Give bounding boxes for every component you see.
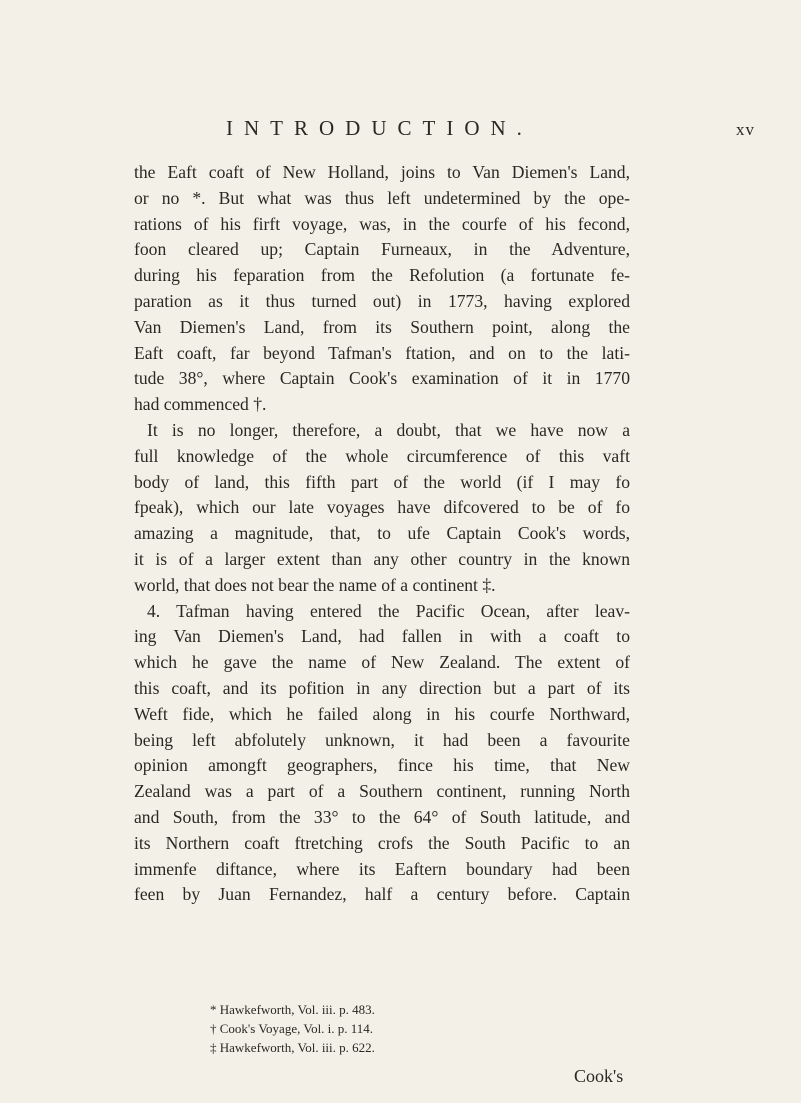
text-line: world, that does not bear the name of a continent ‡.	[134, 574, 496, 595]
text-line: feen by Juan Fernandez, half a century before. Captain	[134, 884, 630, 905]
text-line: paration as it thus turned out) in 1773, having explored	[134, 290, 630, 311]
text-line: it is of a larger extent than any other country in the known	[134, 548, 630, 569]
text-line: the Eaft coaft of New Holland, joins to Van Diemen's Land,	[134, 162, 630, 182]
catchword: Cook's	[574, 1066, 624, 1086]
text-line: Zealand was a part of a Southern continent, running North	[134, 781, 630, 802]
text-line: and South, from the 33° to the 64° of South latitude, and	[134, 806, 630, 827]
running-head	[0, 116, 801, 146]
text-line: being left abfolutely unknown, it had been a favourite	[134, 729, 630, 750]
text-line: immenfe diftance, where its Eaftern boundary had been	[134, 858, 630, 879]
text-line: ing Van Diemen's Land, had fallen in with a coaft to	[134, 626, 630, 647]
text-line: this coaft, and its pofition in any direction but a part of its	[134, 677, 630, 698]
page-number: xv	[736, 120, 755, 139]
body-text	[134, 160, 630, 908]
footnote: ‡ Hawkefworth, Vol. iii. p. 622.	[210, 1040, 375, 1055]
text-line: amazing a magnitude, that, to ufe Captain Cook's words,	[134, 523, 630, 544]
footnotes	[210, 1000, 375, 1057]
text-line: its Northern coaft ftretching crofs the South Pacific to an	[134, 832, 630, 853]
text-line: or no *. But what was thus left undetermined by the ope-	[134, 187, 630, 208]
footnote: * Hawkefworth, Vol. iii. p. 483.	[210, 1002, 375, 1017]
text-line: full knowledge of the whole circumference of this vaft	[134, 445, 630, 466]
text-line: rations of his firft voyage, was, in the courfe of his fecond,	[134, 213, 630, 234]
text-line: opinion amongft geographers, fince his time, that New	[134, 755, 630, 776]
text-line: tude 38°, where Captain Cook's examination of it in 1770	[134, 368, 630, 389]
text-line: which he gave the name of New Zealand. The extent of	[134, 652, 630, 673]
text-line: had commenced †.	[134, 394, 267, 415]
footnote: † Cook's Voyage, Vol. i. p. 114.	[210, 1021, 374, 1036]
text-line: fpeak), which our late voyages have difcovered to be of fo	[134, 497, 630, 518]
text-line: Eaft coaft, far beyond Tafman's ftation, and on to the lati-	[134, 342, 630, 363]
text-line: Van Diemen's Land, from its Southern point, along the	[134, 316, 630, 337]
running-title: INTRODUCTION.	[226, 116, 533, 140]
text-line: during his feparation from the Refolution (a fortunate fe-	[134, 265, 630, 286]
paragraph-first-line: 4. Tafman having entered the Pacific Ocean, after leav-	[147, 600, 630, 621]
text-line: foon cleared up; Captain Furneaux, in the Adventure,	[134, 239, 630, 260]
paragraph-first-line: It is no longer, therefore, a doubt, that we have now a	[147, 419, 630, 440]
text-line: body of land, this fifth part of the world (if I may fo	[134, 471, 630, 492]
text-line: Weft fide, which he failed along in his courfe Northward,	[134, 703, 630, 724]
